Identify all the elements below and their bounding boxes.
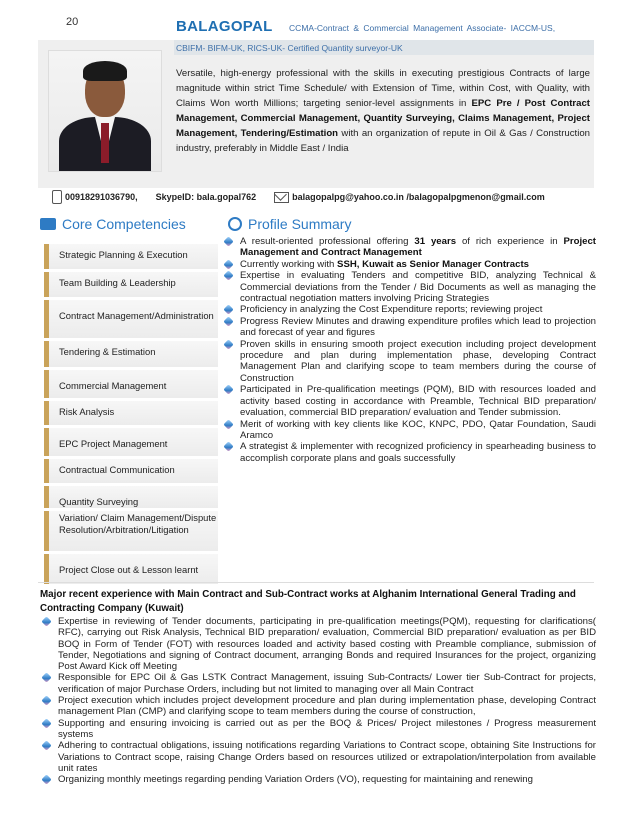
credentials-line2: CBIFM- BIFM-UK, RICS-UK- Certified Quantity surveyor-UK bbox=[176, 43, 403, 53]
profile-item: A strategist & implementer with recognized proficiency in spearheading business to accomplish corporate plans and goals successfully bbox=[224, 441, 596, 464]
profile-item: Proficiency in analyzing the Cost Expenditure reports; reviewing project bbox=[224, 304, 596, 315]
experience-item: Expertise in reviewing of Tender documents, participating in pre-qualification meetings(PQM), requesting for clarifications( RFC), carrying out Risk Analysis, Technical BID preparation/ evaluation, Commercial BID preparation/ evaluation as per BID BOQ in Form of Tender (FOT) with resources loaded and activity based costing with Preamble compliance, submission of Tender, Negotiations and signing of Contract document, arranging Bonds and required Insurances for the project, organizing Post Award Kick off Meeting bbox=[42, 616, 596, 672]
contact-line bbox=[52, 190, 592, 204]
experience-list bbox=[42, 616, 596, 785]
profile-summary-list bbox=[224, 236, 596, 464]
experience-heading: Major recent experience with Main Contract and Sub-Contract works at Alghanim International General Trading and Contracting Company (Kuwait) bbox=[40, 589, 576, 614]
competency-item: Tendering & Estimation bbox=[44, 341, 218, 367]
profile-icon bbox=[228, 217, 242, 231]
credentials-line1: CCMA-Contract & Commercial Management Associate- IACCM-US, bbox=[289, 23, 556, 33]
profile-item: Merit of working with key clients like KOC, KNPC, PDO, Qatar Foundation, Saudi Aramco bbox=[224, 419, 596, 442]
bullet-icon bbox=[41, 718, 51, 728]
bullet-icon bbox=[41, 695, 51, 705]
phone-number: 00918291036790, bbox=[65, 192, 138, 202]
bullet-icon bbox=[41, 741, 51, 751]
bullet-icon bbox=[41, 616, 51, 626]
competencies-icon bbox=[40, 218, 56, 230]
competency-item: Strategic Planning & Execution bbox=[44, 244, 218, 269]
bullet-icon bbox=[223, 339, 233, 349]
competency-item: Project Close out & Lesson learnt bbox=[44, 554, 218, 584]
skype-id: SkypeID: bala.gopal762 bbox=[155, 192, 257, 202]
name-line bbox=[176, 18, 596, 36]
bullet-icon bbox=[223, 305, 233, 315]
bullet-icon bbox=[223, 271, 233, 281]
bullet-icon bbox=[223, 442, 233, 452]
intro-text-1: Versatile, high-energy professional with the skills in executing prestigious Contracts of large magnitude within strict Time Schedule/ with Extension of Time, within Cost, with Quality, with Claims Won worth Millions; targeting senior-level assignments in bbox=[176, 68, 590, 109]
profile-item: Currently working with SSH, Kuwait as Senior Manager Contracts bbox=[224, 259, 596, 270]
profile-summary-title bbox=[228, 216, 351, 232]
bullet-icon bbox=[41, 673, 51, 683]
core-competencies-title bbox=[40, 216, 186, 232]
intro-bold: EPC Pre / Post Contract Management, Commercial Management, Quantity Surveying, Claims Management, Project Management, Tendering/Estimation bbox=[176, 98, 590, 139]
intro-text-2: with an organization of repute in Oil & Gas / Construction industry, preferably in Middle East / India bbox=[176, 128, 591, 154]
mail-icon bbox=[274, 192, 289, 203]
intro-paragraph bbox=[176, 66, 590, 156]
email-address: balagopalpg@yahoo.co.in /balagopalpgmenon@gmail.com bbox=[292, 192, 545, 202]
profile-item: Proven skills in ensuring smooth project execution including project development procedure and plan during implementation phase, developing Contract Management Plan and clarifying scope to team members during the course of Construction bbox=[224, 339, 596, 385]
section-divider bbox=[38, 582, 594, 583]
core-title-text: Core Competencies bbox=[62, 216, 186, 232]
profile-title-text: Profile Summary bbox=[248, 216, 352, 232]
bullet-icon bbox=[223, 316, 233, 326]
experience-item: Responsible for EPC Oil & Gas LSTK Contract Management, issuing Sub-Contracts/ Lower tier Sub-Contract for projects, verification of major Purchase Orders, including but not limited to managing over all Main Contract bbox=[42, 672, 596, 695]
experience-item: Project execution which includes project development procedure and plan during implementation phase, developing Contract management Plan (CMP) and clarifying scope to team members during the course of construction, bbox=[42, 695, 596, 718]
profile-photo bbox=[48, 50, 162, 172]
profile-item: Participated in Pre-qualification meetings (PQM), BID with resources loaded and activity based costing in accordance with Preamble, Technical BID preparation/ evaluation, commercial BID preparation/ evaluation and Tender submission. bbox=[224, 384, 596, 418]
competency-item: Commercial Management bbox=[44, 370, 218, 398]
competency-item: EPC Project Management bbox=[44, 428, 218, 456]
competency-item: Risk Analysis bbox=[44, 401, 218, 425]
profile-item: Expertise in evaluating Tenders and competitive BID, analyzing Technical & Commercial deviations from the Tender / Bid Documents as well as managing the contractual negotiation matters involving Pricing Strategies bbox=[224, 270, 596, 304]
bullet-icon bbox=[223, 419, 233, 429]
bullet-icon bbox=[223, 385, 233, 395]
bullet-icon bbox=[41, 775, 51, 785]
competency-item: Variation/ Claim Management/Dispute Resolution/Arbitration/Litigation bbox=[44, 511, 218, 551]
bullet-icon bbox=[223, 259, 233, 269]
competency-item: Contract Management/Administration bbox=[44, 300, 218, 338]
profile-item: A result-oriented professional offering 31 years of rich experience in Project Management and Contract Management bbox=[224, 236, 596, 259]
competency-item: Team Building & Leadership bbox=[44, 272, 218, 297]
candidate-name: BALAGOPAL bbox=[176, 18, 273, 35]
experience-item: Supporting and ensuring invoicing is carried out as per the BOQ & Prices/ Project milestones / Progress measurement systems bbox=[42, 718, 596, 741]
phone-icon bbox=[52, 190, 62, 204]
profile-item: Progress Review Minutes and drawing expenditure profiles which lead to projection and forecast of year and figures bbox=[224, 316, 596, 339]
competency-list bbox=[44, 244, 218, 587]
experience-item: Organizing monthly meetings regarding pending Variation Orders (VO), requesting for maintaining and renewing bbox=[42, 774, 596, 785]
competency-item: Contractual Communication bbox=[44, 459, 218, 483]
page-number: 20 bbox=[66, 16, 79, 28]
experience-item: Adhering to contractual obligations, issuing notifications regarding Variations to Contract scope, obtaining Site Instructions for Variations to Contract scope, raising Change Orders based on resources utilized or extrapolation/interpolation from available unit rates bbox=[42, 740, 596, 774]
bullet-icon bbox=[223, 236, 233, 246]
competency-item: Quantity Surveying bbox=[44, 486, 218, 508]
